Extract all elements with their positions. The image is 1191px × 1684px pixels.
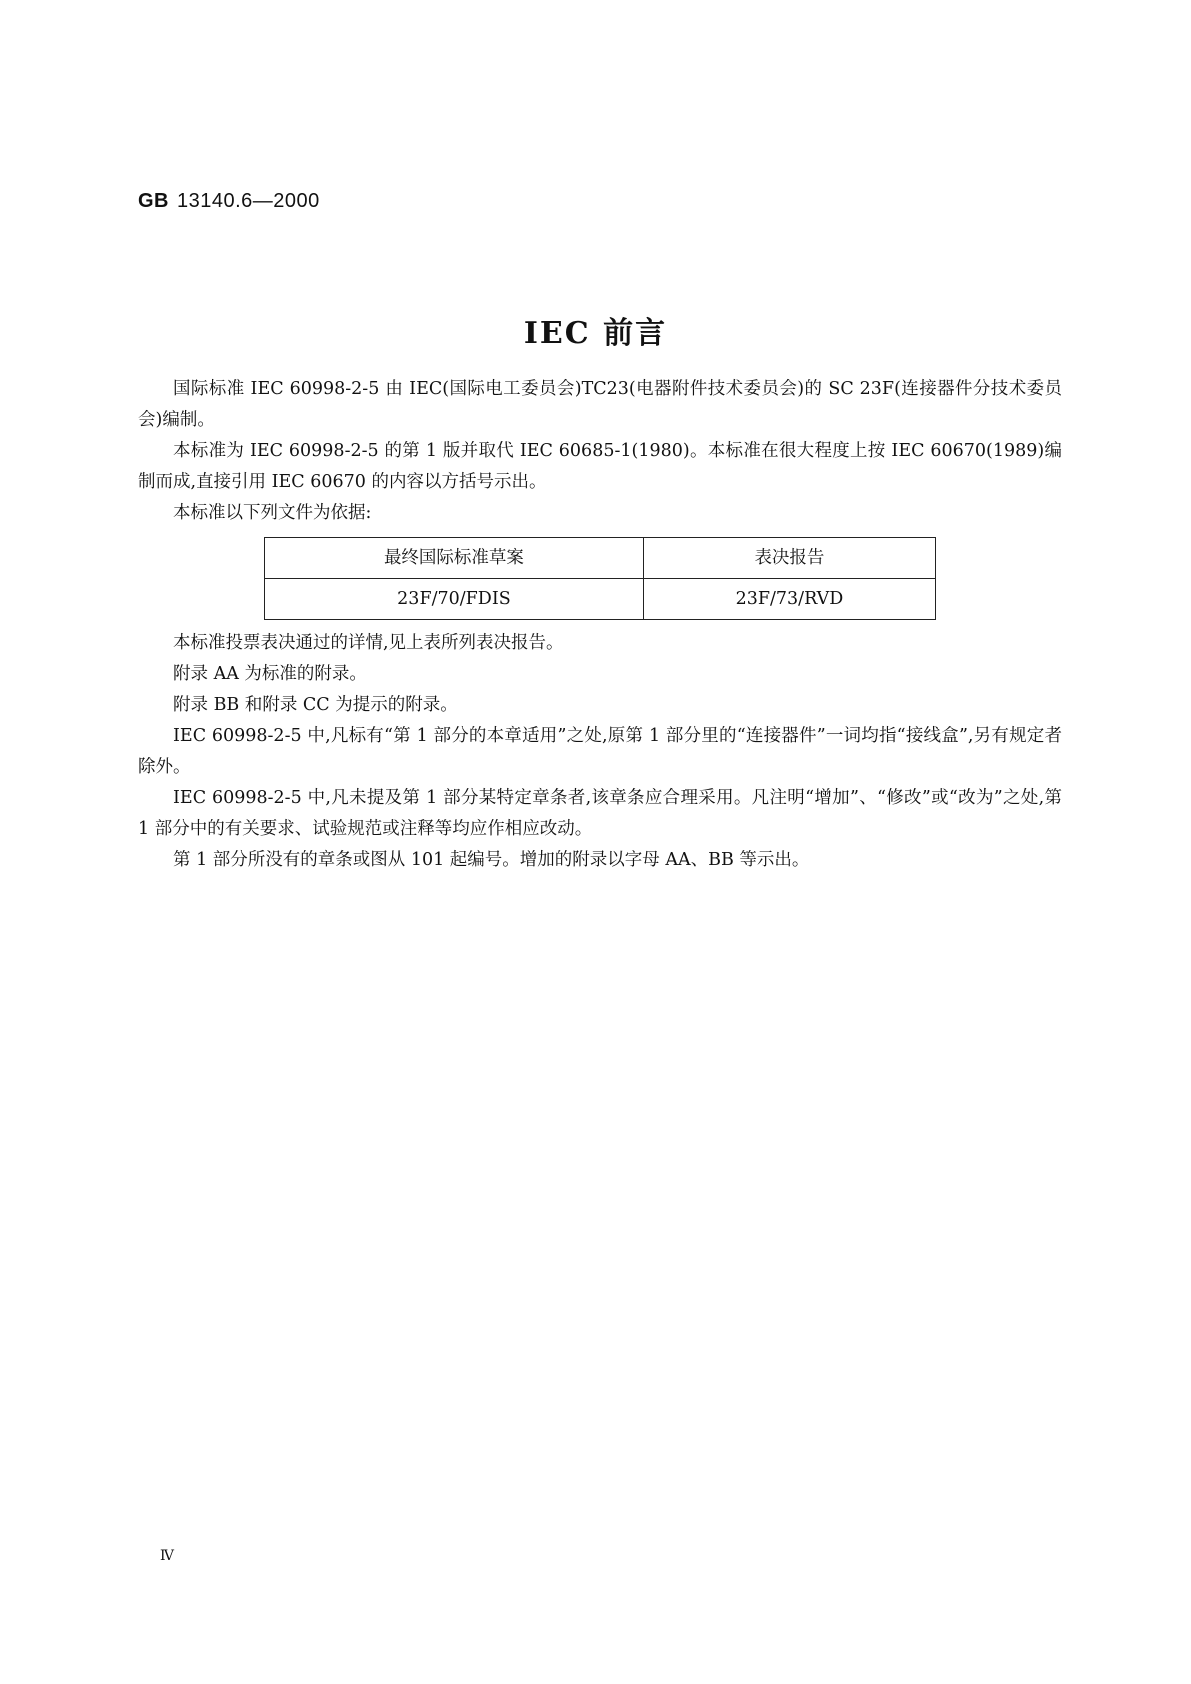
paragraph: 本标准投票表决通过的详情,见上表所列表决报告。 [173,633,564,653]
paragraph: IEC 60998-2-5 中,凡未提及第 1 部分某特定章条者,该章条应合理采用。凡注明“增加”、“修改”或“改为”之处,第 1 部分中的有关要求、试验规范或注释等均应作相应改动。 [138,788,1062,839]
table-row [265,579,936,620]
basis-table [264,537,936,620]
paragraph: 本标准为 IEC 60998-2-5 的第 1 版并取代 IEC 60685-1(1980)。本标准在很大程度上按 IEC 60670(1989)编制而成,直接引用 IEC 60670 的内容以方括号示出。 [138,441,1062,492]
table-header-cell: 表决报告 [643,538,935,579]
paragraph: 附录 AA 为标准的附录。 [173,664,367,684]
page-title: IEC 前言 [523,316,668,351]
paragraph: 第 1 部分所没有的章条或图从 101 起编号。增加的附录以字母 AA、BB 等示出。 [173,850,810,870]
paragraph: IEC 60998-2-5 中,凡标有“第 1 部分的本章适用”之处,原第 1 部分里的“连接器件”一词均指“接线盒”,另有规定者除外。 [138,726,1062,777]
paragraph: 附录 BB 和附录 CC 为提示的附录。 [173,695,458,715]
document-body [138,374,1062,876]
standard-prefix: GB [138,190,169,212]
document-header [138,188,320,213]
table-header-row [265,538,936,579]
paragraph: 国际标准 IEC 60998-2-5 由 IEC(国际电工委员会)TC23(电器附件技术委员会)的 SC 23F(连接器件分技术委员会)编制。 [138,379,1062,430]
table-cell: 23F/70/FDIS [265,579,644,620]
table-cell: 23F/73/RVD [643,579,935,620]
table-header-cell: 最终国际标准草案 [265,538,644,579]
paragraph: 本标准以下列文件为依据: [173,503,372,523]
page-number: Ⅳ [160,1548,174,1564]
standard-number: 13140.6—2000 [177,190,320,212]
